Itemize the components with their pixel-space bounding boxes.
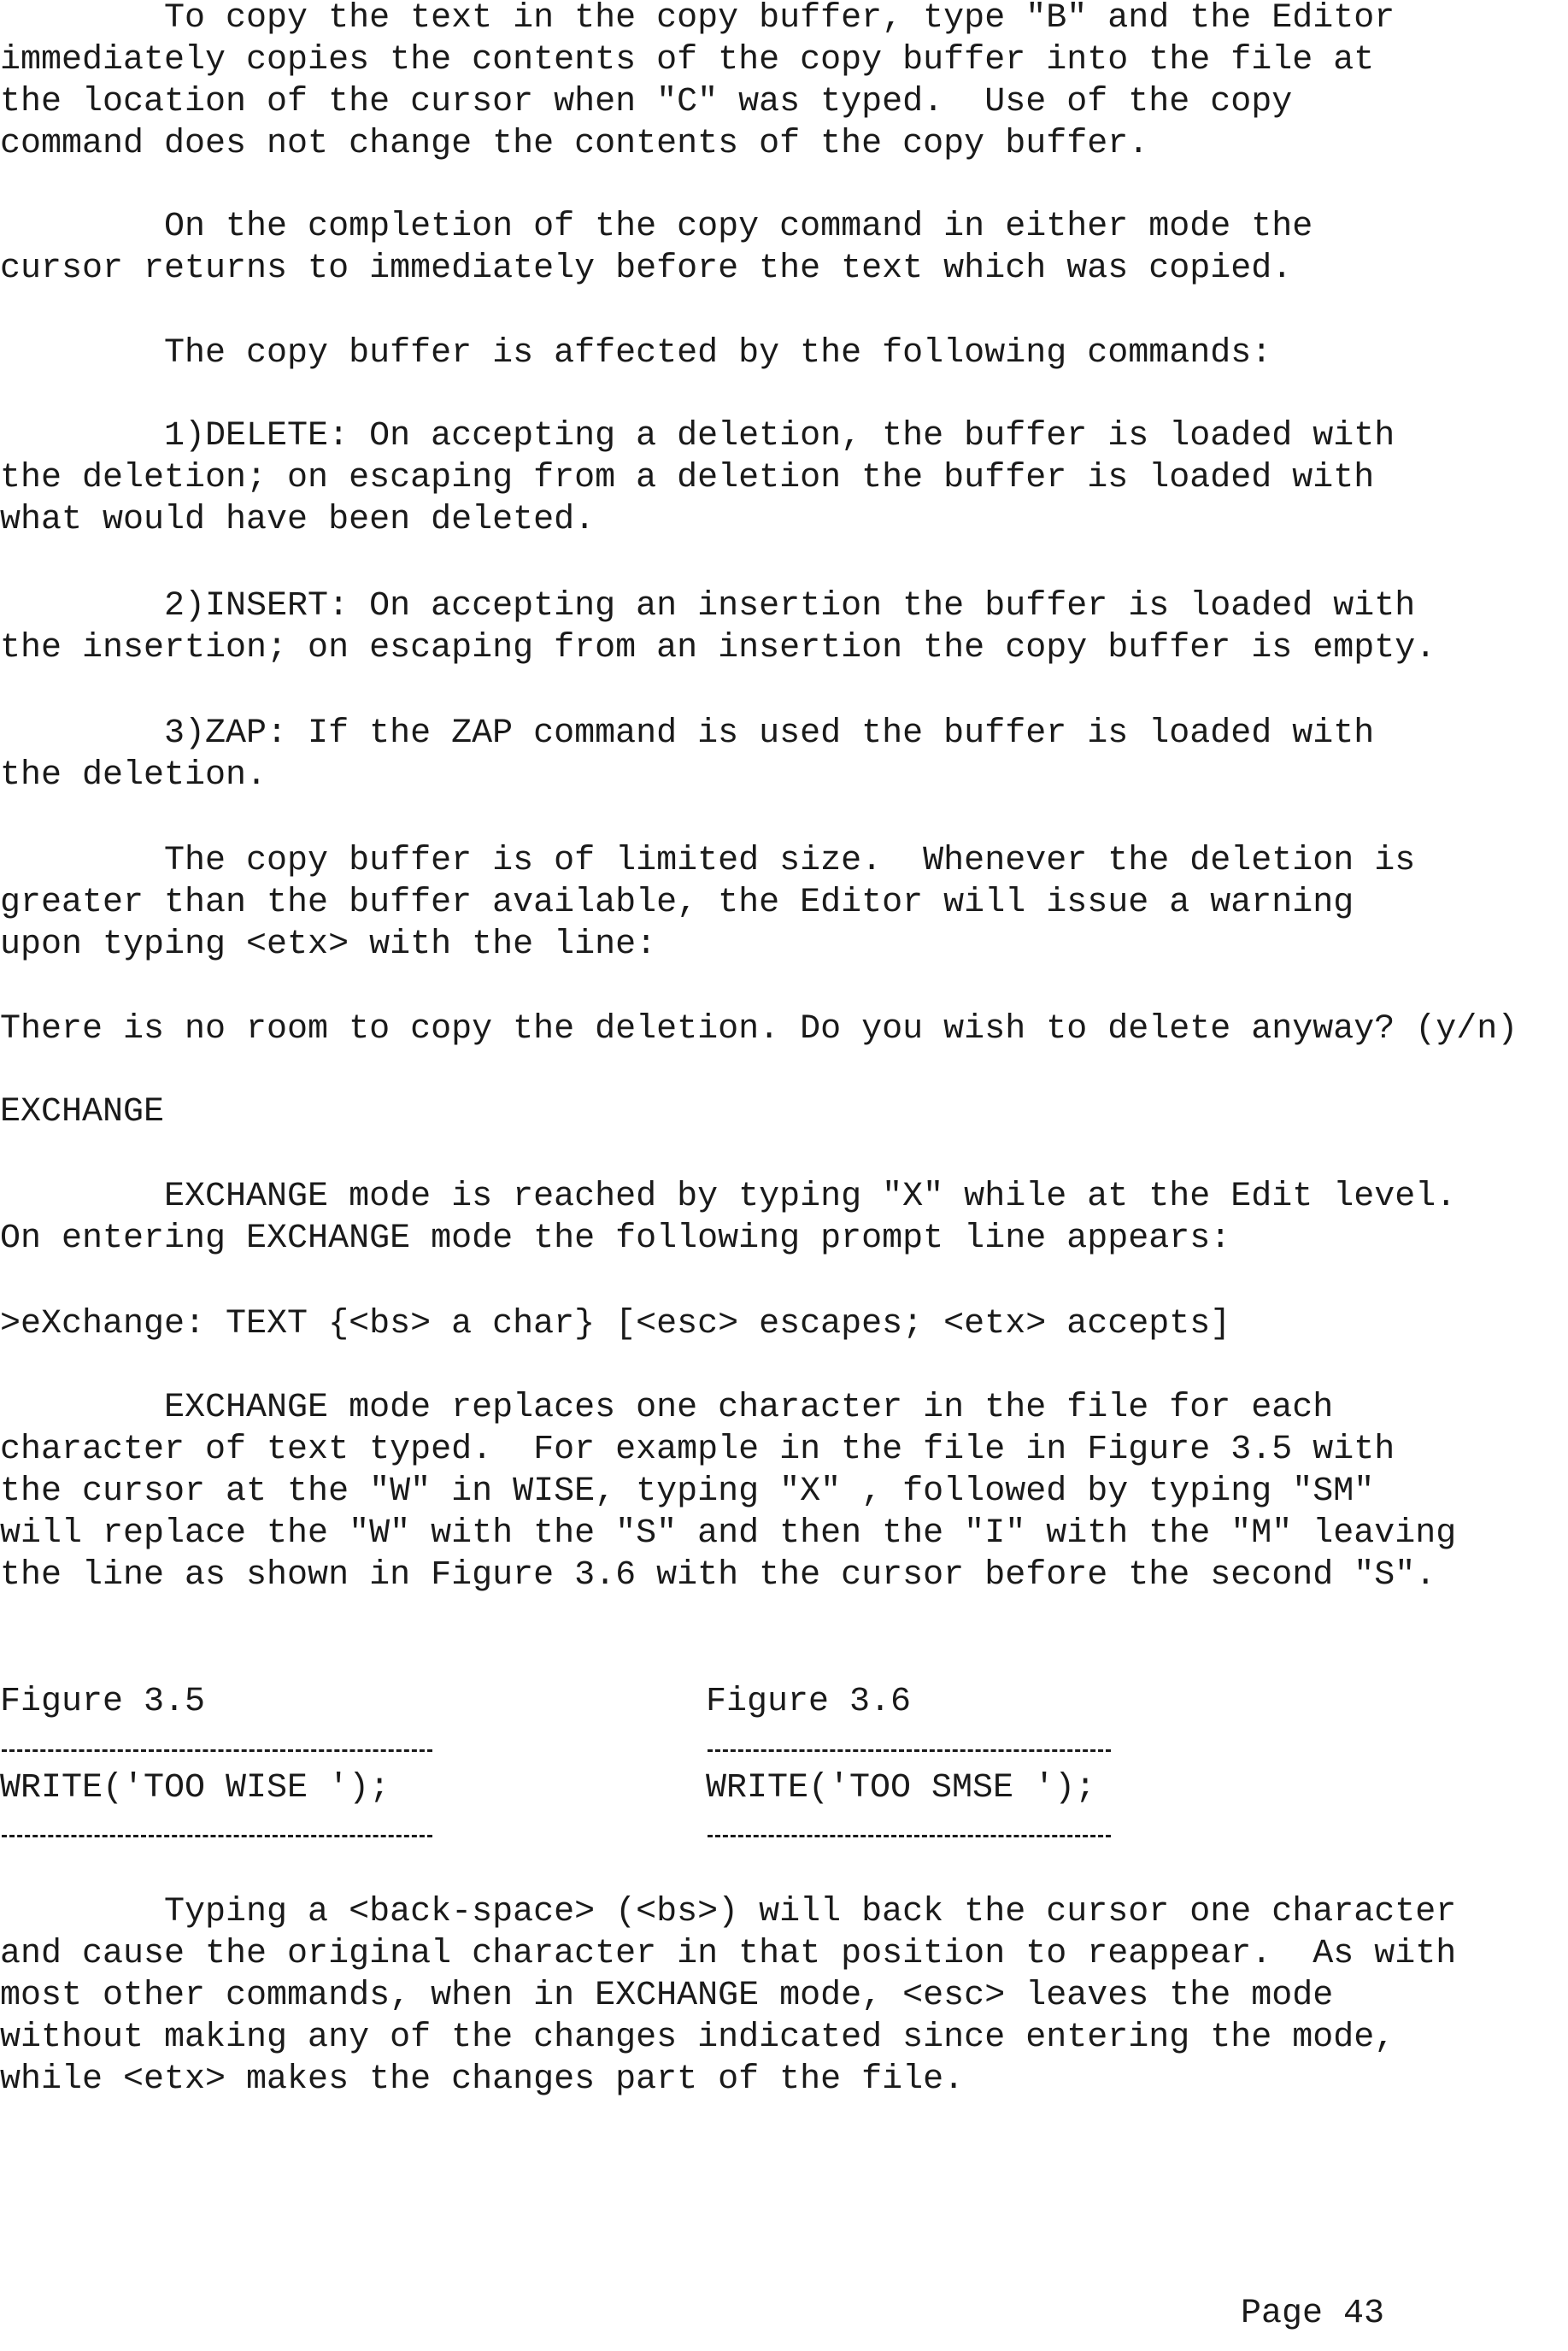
text-line: The copy buffer is of limited size. Whenever the deletion is: [0, 842, 1416, 880]
text-line: On the completion of the copy command in either mode the: [0, 208, 1313, 246]
text-line: the cursor at the "W" in WISE, typing "X" , followed by typing "SM": [0, 1472, 1375, 1511]
warning-message-line: There is no room to copy the deletion. Do you wish to delete anyway? (y/n): [0, 1010, 1518, 1049]
text-line: On entering EXCHANGE mode the following prompt line appears:: [0, 1220, 1231, 1258]
page-number: Page 43: [1241, 2295, 1385, 2333]
text-line: upon typing <etx> with the line:: [0, 926, 657, 964]
figure-code: WRITE('TOO WISE ');: [0, 1769, 391, 1807]
text-line: most other commands, when in EXCHANGE mode, <esc> leaves the mode: [0, 1977, 1334, 2015]
text-line: character of text typed. For example in the file in Figure 3.5 with: [0, 1431, 1395, 1469]
text-line: the insertion; on escaping from an insertion the copy buffer is empty.: [0, 629, 1436, 667]
text-line: will replace the "W" with the "S" and then the "I" with the "M" leaving: [0, 1514, 1457, 1553]
text-line: The copy buffer is affected by the following commands:: [0, 334, 1272, 373]
text-line: without making any of the changes indicated since entering the mode,: [0, 2019, 1395, 2057]
figure-top-rule: [708, 1749, 1111, 1752]
figure-label: Figure 3.6: [706, 1683, 912, 1721]
text-line: immediately copies the contents of the copy buffer into the file at: [0, 41, 1375, 79]
section-heading-exchange: EXCHANGE: [0, 1093, 165, 1131]
text-line: greater than the buffer available, the Editor will issue a warning: [0, 884, 1354, 922]
text-line: cursor returns to immediately before the text which was copied.: [0, 250, 1293, 288]
text-line: what would have been deleted.: [0, 501, 596, 539]
text-line: the line as shown in Figure 3.6 with the cursor before the second "S".: [0, 1556, 1436, 1595]
text-line: the deletion.: [0, 756, 267, 795]
exchange-prompt-line: >eXchange: TEXT {<bs> a char} [<esc> escapes; <etx> accepts]: [0, 1305, 1231, 1343]
figure-bottom-rule: [2, 1835, 432, 1837]
text-line: To copy the text in the copy buffer, type "B" and the Editor: [0, 0, 1395, 38]
text-line: the location of the cursor when "C" was typed. Use of the copy: [0, 83, 1293, 121]
text-line: 2)INSERT: On accepting an insertion the buffer is loaded with: [0, 587, 1416, 626]
text-line: 1)DELETE: On accepting a deletion, the buffer is loaded with: [0, 417, 1395, 456]
text-line: command does not change the contents of the copy buffer.: [0, 125, 1149, 163]
text-line: 3)ZAP: If the ZAP command is used the buffer is loaded with: [0, 714, 1375, 753]
text-line: and cause the original character in that position to reappear. As with: [0, 1935, 1457, 1973]
text-line: the deletion; on escaping from a deletion the buffer is loaded with: [0, 459, 1375, 497]
figure-top-rule: [2, 1749, 432, 1752]
text-line: while <etx> makes the changes part of the file.: [0, 2060, 965, 2099]
figure-label: Figure 3.5: [0, 1683, 206, 1721]
figure-bottom-rule: [708, 1835, 1111, 1837]
text-line: EXCHANGE mode replaces one character in the file for each: [0, 1389, 1334, 1427]
text-line: Typing a <back-space> (<bs>) will back the cursor one character: [0, 1893, 1457, 1931]
figure-code: WRITE('TOO SMSE ');: [706, 1769, 1096, 1807]
text-line: EXCHANGE mode is reached by typing "X" while at the Edit level.: [0, 1178, 1457, 1216]
